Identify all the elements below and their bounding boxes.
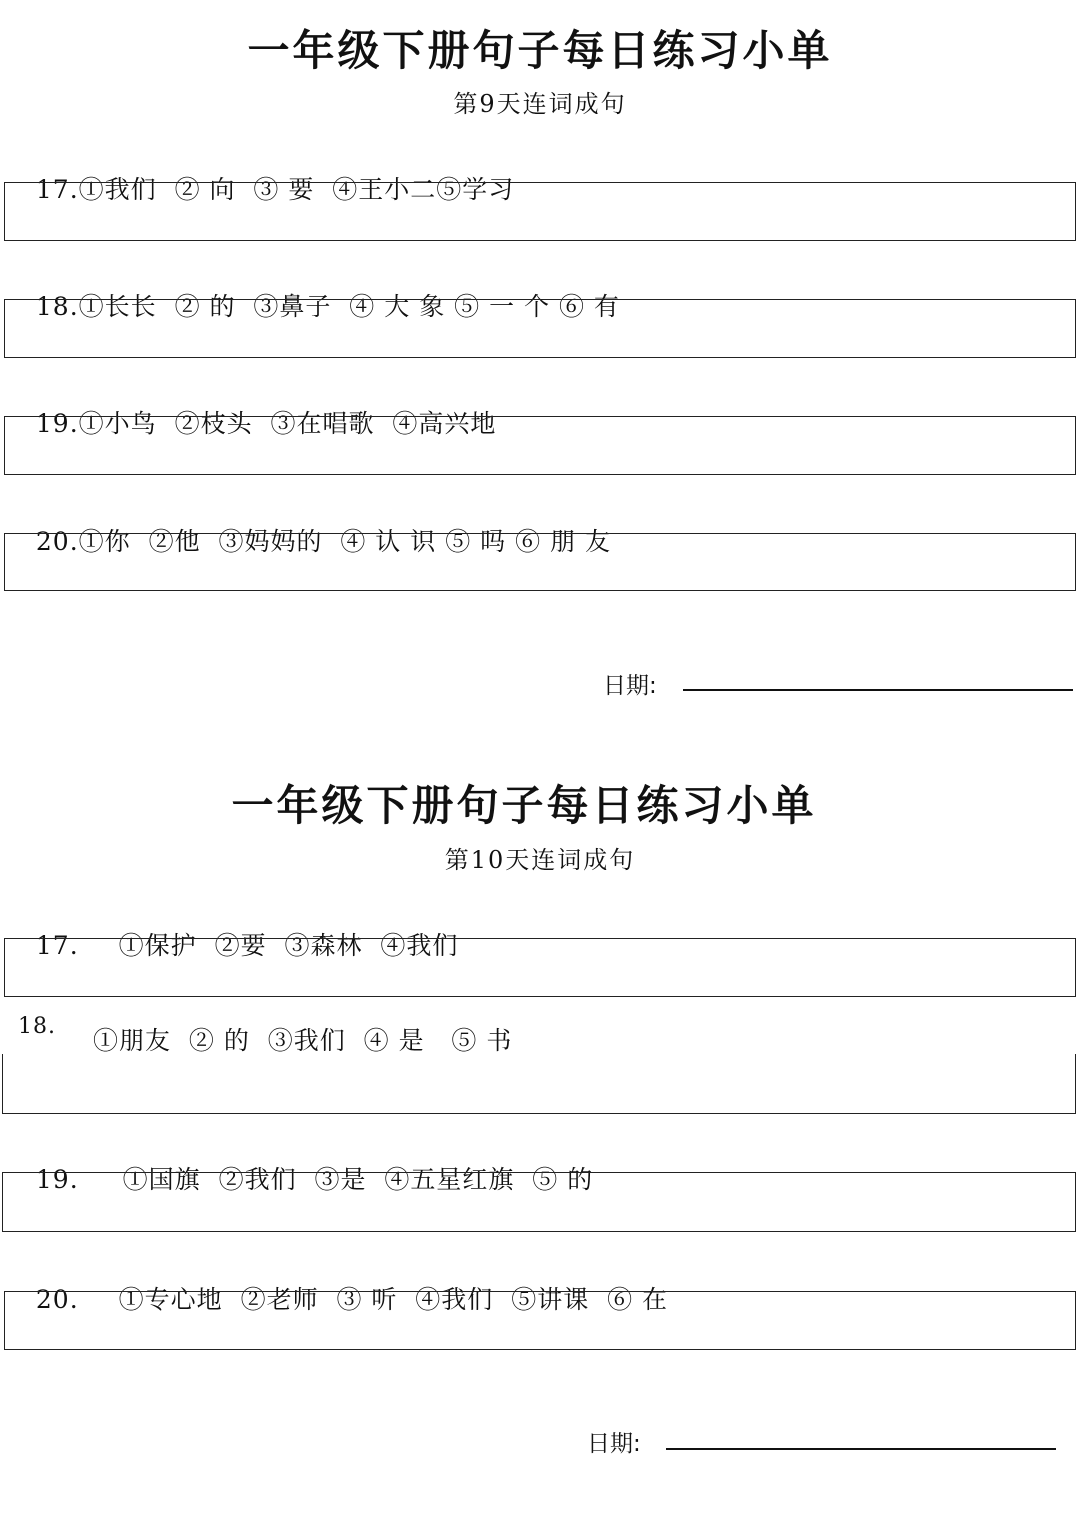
sheet1-answer-box-17[interactable] xyxy=(4,182,1076,241)
sheet1-answer-box-20[interactable] xyxy=(4,533,1076,591)
sheet2-date-label: 日期: xyxy=(587,1431,641,1457)
sheet1-answer-box-19[interactable] xyxy=(4,416,1076,475)
sheet2-answer-box-19[interactable] xyxy=(2,1172,1076,1232)
question-number: 20. xyxy=(35,1285,79,1314)
question-number: 18. xyxy=(35,292,79,321)
question-number: 19. xyxy=(35,409,79,438)
question-number: 17. xyxy=(35,175,79,204)
question-words: ①你 ②他 ③妈妈的 ④ 认 识 ⑤ 吗 ⑥ 朋 友 xyxy=(78,527,611,556)
sheet1-title: 一年级下册句子每日练习小单 xyxy=(247,26,833,75)
question-words: ①小鸟 ②枝头 ③在唱歌 ④高兴地 xyxy=(78,409,497,438)
sheet2-answer-box-18[interactable] xyxy=(2,1054,1076,1114)
question-words: ①我们 ② 向 ③ 要 ④王小二⑤学习 xyxy=(78,175,515,204)
question-words: ①长长 ② 的 ③鼻子 ④ 大 象 ⑤ 一 个 ⑥ 有 xyxy=(78,292,620,321)
sheet2-question-18-words: ①朋友 ② 的 ③我们 ④ 是 ⑤ 书 xyxy=(93,1026,513,1055)
question-number: 20. xyxy=(35,527,79,556)
question-words: ①专心地 ②老师 ③ 听 ④我们 ⑤讲课 ⑥ 在 xyxy=(118,1285,669,1314)
sheet2-question-18-number: 18. xyxy=(18,1014,56,1039)
sheet1-subtitle: 第9天连词成句 xyxy=(453,90,627,118)
question-words: ①保护 ②要 ③森林 ④我们 xyxy=(118,931,459,960)
question-words: ①国旗 ②我们 ③是 ④五星红旗 ⑤ 的 xyxy=(122,1165,594,1194)
sheet2-subtitle: 第10天连词成句 xyxy=(444,846,636,874)
sheet1-date-field[interactable] xyxy=(683,689,1073,691)
sheet2-answer-box-17[interactable] xyxy=(4,938,1076,997)
question-number: 17. xyxy=(35,931,79,960)
sheet1-answer-box-18[interactable] xyxy=(4,299,1076,358)
sheet2-answer-box-20[interactable] xyxy=(4,1291,1076,1350)
sheet2-date-field[interactable] xyxy=(666,1448,1056,1450)
sheet2-title: 一年级下册句子每日练习小单 xyxy=(231,781,817,830)
question-number: 19. xyxy=(35,1165,79,1194)
sheet1-date-label: 日期: xyxy=(603,673,657,699)
